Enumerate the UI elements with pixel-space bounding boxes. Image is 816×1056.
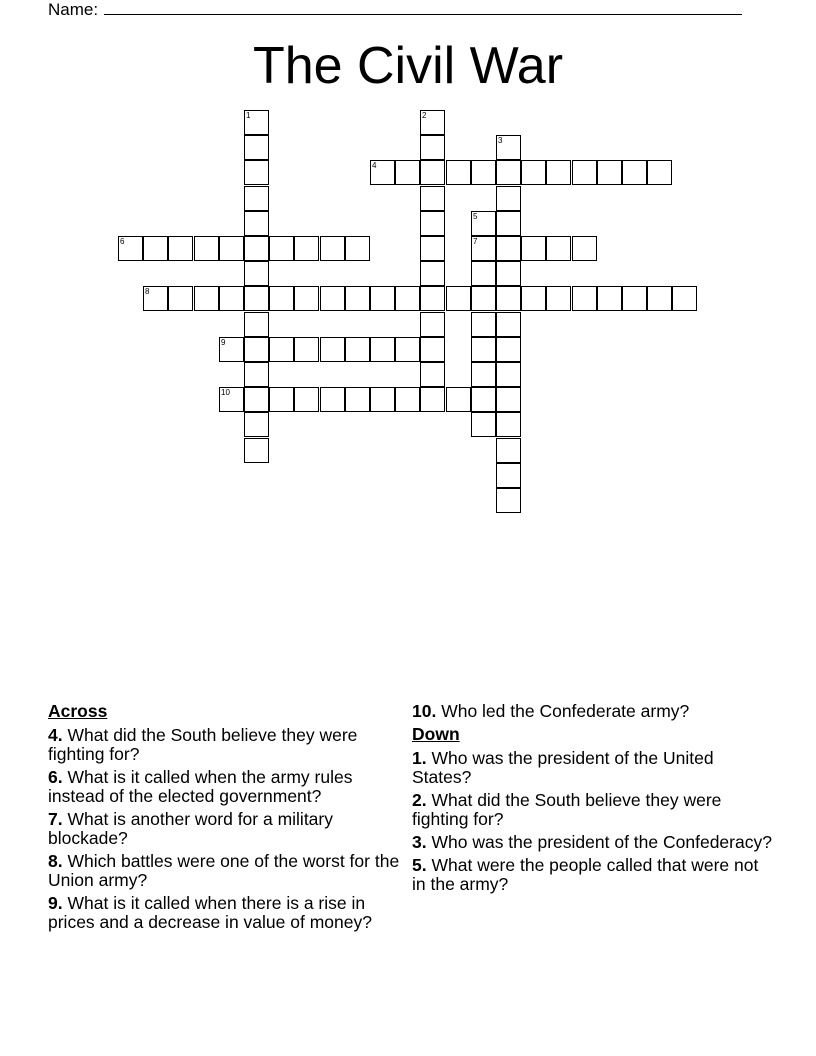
crossword-cell[interactable] xyxy=(345,286,370,311)
cell-number: 5 xyxy=(473,212,478,221)
crossword-cell[interactable] xyxy=(496,438,521,463)
crossword-cell[interactable] xyxy=(420,110,445,135)
crossword-cell[interactable] xyxy=(496,337,521,362)
crossword-cell[interactable] xyxy=(219,286,244,311)
clue-number: 4. xyxy=(48,725,63,745)
crossword-grid xyxy=(0,0,816,520)
crossword-cell[interactable] xyxy=(395,387,420,412)
clue-number: 5. xyxy=(412,855,427,875)
crossword-cell[interactable] xyxy=(194,236,219,261)
crossword-cell[interactable] xyxy=(496,312,521,337)
clue-text: What is it called when the army rules instead of the elected government? xyxy=(48,767,353,806)
crossword-cell[interactable] xyxy=(546,286,571,311)
crossword-cell[interactable] xyxy=(572,286,597,311)
crossword-cell[interactable] xyxy=(118,236,143,261)
crossword-cell[interactable] xyxy=(546,236,571,261)
crossword-cell[interactable] xyxy=(420,211,445,236)
crossword-cell[interactable] xyxy=(597,286,622,311)
crossword-cell[interactable] xyxy=(395,160,420,185)
crossword-cell[interactable] xyxy=(647,286,672,311)
crossword-cell[interactable] xyxy=(219,337,244,362)
crossword-cell[interactable] xyxy=(471,286,496,311)
across-heading: Across xyxy=(48,701,108,721)
crossword-cell[interactable] xyxy=(143,286,168,311)
crossword-cell[interactable] xyxy=(269,387,294,412)
crossword-cell[interactable] xyxy=(471,160,496,185)
clue-number: 6. xyxy=(48,767,63,787)
crossword-cell[interactable] xyxy=(420,337,445,362)
crossword-cell[interactable] xyxy=(471,362,496,387)
clue-text: What is another word for a military blockade? xyxy=(48,809,333,848)
crossword-cell[interactable] xyxy=(496,488,521,513)
crossword-cell[interactable] xyxy=(496,261,521,286)
crossword-cell[interactable] xyxy=(521,160,546,185)
crossword-cell[interactable] xyxy=(420,160,445,185)
down-heading: Down xyxy=(412,724,460,744)
crossword-cell[interactable] xyxy=(496,387,521,412)
crossword-cell[interactable] xyxy=(244,186,269,211)
crossword-cell[interactable] xyxy=(143,236,168,261)
clue-number: 3. xyxy=(412,832,427,852)
crossword-cell[interactable] xyxy=(420,312,445,337)
crossword-cell[interactable] xyxy=(496,211,521,236)
clues-left-column xyxy=(48,702,403,936)
across-clue-10 xyxy=(412,702,772,721)
crossword-cell[interactable] xyxy=(446,387,471,412)
crossword-cell[interactable] xyxy=(244,236,269,261)
crossword-cell[interactable] xyxy=(370,337,395,362)
crossword-cell[interactable] xyxy=(320,337,345,362)
crossword-cell[interactable] xyxy=(244,211,269,236)
crossword-cell[interactable] xyxy=(395,337,420,362)
cell-number: 4 xyxy=(372,161,377,170)
crossword-cell[interactable] xyxy=(219,236,244,261)
crossword-cell[interactable] xyxy=(395,286,420,311)
clue-text: What were the people called that were not in the army? xyxy=(412,855,759,894)
crossword-cell[interactable] xyxy=(420,135,445,160)
crossword-cell[interactable] xyxy=(294,236,319,261)
crossword-cell[interactable] xyxy=(244,160,269,185)
clue-number: 2. xyxy=(412,790,427,810)
crossword-cell[interactable] xyxy=(647,160,672,185)
crossword-cell[interactable] xyxy=(320,286,345,311)
crossword-cell[interactable] xyxy=(294,387,319,412)
clue-text: Who led the Confederate army? xyxy=(441,701,690,721)
crossword-cell[interactable] xyxy=(420,362,445,387)
cell-number: 3 xyxy=(498,136,503,145)
crossword-cell[interactable] xyxy=(446,160,471,185)
crossword-cell[interactable] xyxy=(345,337,370,362)
crossword-cell[interactable] xyxy=(244,387,269,412)
crossword-cell[interactable] xyxy=(471,312,496,337)
crossword-cell[interactable] xyxy=(420,261,445,286)
crossword-cell[interactable] xyxy=(471,412,496,437)
clue-text: What did the South believe they were fighting for? xyxy=(48,725,358,764)
across-clue-4 xyxy=(48,726,403,764)
crossword-cell[interactable] xyxy=(370,286,395,311)
cell-number: 6 xyxy=(120,237,125,246)
crossword-cell[interactable] xyxy=(622,160,647,185)
crossword-cell[interactable] xyxy=(420,236,445,261)
across-clue-6 xyxy=(48,768,403,806)
clue-text: Which battles were one of the worst for the Union army? xyxy=(48,851,400,890)
down-clue-5 xyxy=(412,856,772,894)
crossword-cell[interactable] xyxy=(546,160,571,185)
crossword-cell[interactable] xyxy=(294,286,319,311)
crossword-cell[interactable] xyxy=(471,337,496,362)
across-clue-8 xyxy=(48,852,403,890)
clue-number: 1. xyxy=(412,748,427,768)
crossword-cell[interactable] xyxy=(219,387,244,412)
cell-number: 9 xyxy=(221,338,226,347)
crossword-cell[interactable] xyxy=(597,160,622,185)
crossword-cell[interactable] xyxy=(496,286,521,311)
clue-text: Who was the president of the United States? xyxy=(412,748,714,787)
crossword-cell[interactable] xyxy=(244,438,269,463)
crossword-cell[interactable] xyxy=(471,211,496,236)
clue-number: 9. xyxy=(48,893,63,913)
crossword-cell[interactable] xyxy=(622,286,647,311)
crossword-cell[interactable] xyxy=(168,236,193,261)
clue-text: Who was the president of the Confederacy? xyxy=(431,832,772,852)
crossword-cell[interactable] xyxy=(420,387,445,412)
crossword-cell[interactable] xyxy=(244,135,269,160)
crossword-cell[interactable] xyxy=(496,362,521,387)
crossword-cell[interactable] xyxy=(244,261,269,286)
clues-right-column xyxy=(412,702,772,898)
crossword-cell[interactable] xyxy=(168,286,193,311)
down-clue-1 xyxy=(412,749,772,787)
crossword-cell[interactable] xyxy=(244,362,269,387)
cell-number: 10 xyxy=(221,388,230,397)
crossword-cell[interactable] xyxy=(572,236,597,261)
crossword-cell[interactable] xyxy=(672,286,697,311)
crossword-cell[interactable] xyxy=(420,286,445,311)
cell-number: 8 xyxy=(145,287,150,296)
across-clue-7 xyxy=(48,810,403,848)
crossword-cell[interactable] xyxy=(496,160,521,185)
crossword-cell[interactable] xyxy=(471,261,496,286)
cell-number: 7 xyxy=(473,237,478,246)
cell-number: 2 xyxy=(422,111,427,120)
crossword-cell[interactable] xyxy=(345,387,370,412)
clue-text: What did the South believe they were fighting for? xyxy=(412,790,722,829)
crossword-cell[interactable] xyxy=(471,387,496,412)
crossword-cell[interactable] xyxy=(572,160,597,185)
crossword-cell[interactable] xyxy=(320,236,345,261)
clue-text: What is it called when there is a rise in prices and a decrease in value of money? xyxy=(48,893,372,932)
crossword-cell[interactable] xyxy=(496,135,521,160)
down-clue-3 xyxy=(412,833,772,852)
clue-number: 8. xyxy=(48,851,63,871)
page-title: The Civil War xyxy=(252,37,564,95)
clue-number: 7. xyxy=(48,809,63,829)
crossword-cell[interactable] xyxy=(496,412,521,437)
crossword-cell[interactable] xyxy=(370,387,395,412)
name-label: Name: xyxy=(48,0,99,19)
crossword-cell[interactable] xyxy=(496,186,521,211)
crossword-cell[interactable] xyxy=(471,236,496,261)
crossword-cell[interactable] xyxy=(244,110,269,135)
crossword-cell[interactable] xyxy=(521,286,546,311)
crossword-cell[interactable] xyxy=(194,286,219,311)
crossword-cell[interactable] xyxy=(320,387,345,412)
across-clue-9 xyxy=(48,894,403,932)
crossword-cell[interactable] xyxy=(269,236,294,261)
crossword-cell[interactable] xyxy=(244,337,269,362)
crossword-cell[interactable] xyxy=(345,236,370,261)
crossword-cell[interactable] xyxy=(420,186,445,211)
crossword-cell[interactable] xyxy=(244,312,269,337)
down-clue-2 xyxy=(412,791,772,829)
crossword-cell[interactable] xyxy=(294,337,319,362)
crossword-cell[interactable] xyxy=(496,463,521,488)
crossword-cell[interactable] xyxy=(496,236,521,261)
crossword-cell[interactable] xyxy=(244,412,269,437)
crossword-cell[interactable] xyxy=(370,160,395,185)
crossword-cell[interactable] xyxy=(269,286,294,311)
crossword-cell[interactable] xyxy=(269,337,294,362)
cell-number: 1 xyxy=(246,111,251,120)
crossword-cell[interactable] xyxy=(244,286,269,311)
crossword-cell[interactable] xyxy=(446,286,471,311)
crossword-cell[interactable] xyxy=(521,236,546,261)
clue-number: 10. xyxy=(412,701,437,721)
